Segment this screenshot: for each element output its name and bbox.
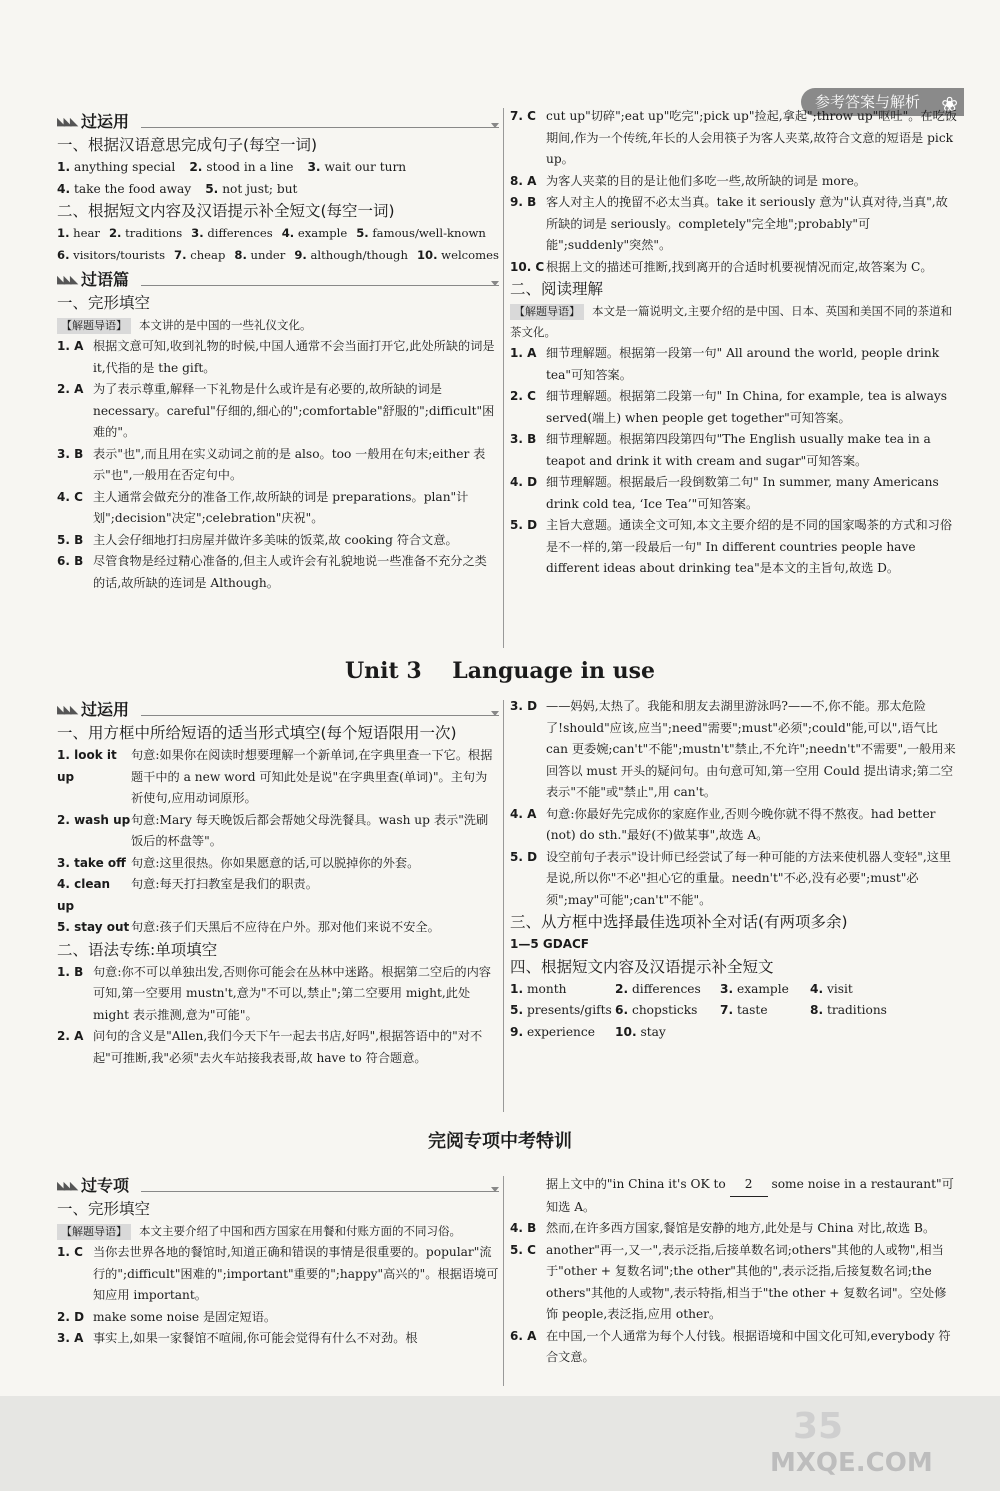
section-title: 过专项 — [81, 1176, 130, 1195]
answer-entry: 2. wash up 句意:Mary 每天晚饭后都会帮她父母洗餐具。wash up 表示"洗刷饭后的杯盘等"。 — [57, 812, 489, 848]
column-divider — [503, 108, 504, 648]
right-column-3 — [510, 1174, 957, 1369]
answer-item: 9. experience — [510, 1024, 595, 1039]
answer-entry: 1. C 当你去世界各地的餐馆时,知道正确和错误的事情是很重要的。popular"流行的";difficult"困难的";important"重要的";happy"高兴的"。根据语境可知应用 important。 — [57, 1245, 499, 1302]
guide-text: 本文是一篇说明文,主要介绍的是中国、日本、英国和美国不同的茶道和茶文化。 — [510, 304, 953, 339]
section-rule — [141, 117, 499, 128]
guide-note — [57, 1221, 499, 1242]
answer-entry: 3. D ——妈妈,太热了。我能和朋友去湖里游泳吗?——不,你不能。那太危险了!should"应该,应当";need"需要";must"必须";could"能,可以",语气比 can 更委婉;can't"不能";mustn't"禁止,不允许";needn't"不需要",一般用来回答以 must 开头的疑问句。由句意可知,第一空用 Could 提出请求;第二空表示"不能"或"禁止",用 can't。 — [510, 699, 956, 799]
answer-item: 4. example — [281, 226, 348, 240]
section-rule — [141, 1181, 499, 1192]
answer-entry: 5. D 主旨大意题。通读全文可知,本文主要介绍的是不同的国家喝茶的方式和习俗是不一样的,第一段最后一句" In different countries people have different ideas about drinking tea"是本文的主旨句,故选 D。 — [510, 518, 953, 575]
answer-item: 8. traditions — [810, 1003, 887, 1017]
guide-tag: 【解题导语】 — [510, 304, 584, 320]
answer-entry: 9. B 客人对主人的挽留不必太当真。take it seriously 意为"认真对待,当真",故所缺的词是 seriously。completely"完全地";probably"可能";suddenly"突然"。 — [510, 195, 948, 252]
answer-items — [57, 179, 499, 201]
guide-note — [57, 315, 499, 336]
footer-band — [0, 1396, 1000, 1491]
page-number: 35 — [793, 1406, 844, 1447]
right-column-1 — [510, 106, 957, 580]
answer-entry: 1. look it up 句意:如果你在阅读时想要理解一个新单词,在字典里查一下它。根据题干中的 a new word 可知此处是说"在字典里查(单词)"。主句为祈使句,应用动词原形。 — [57, 748, 493, 805]
answer-item: 5. famous/well-known — [356, 226, 486, 240]
answer-entry: 4. C 主人通常会做充分的准备工作,故所缺的词是 preparations。plan"计划";decision"决定";celebration"庆祝"。 — [57, 489, 469, 525]
answer-item: 5. presents/gifts — [510, 1003, 612, 1017]
section-title: 过运用 — [81, 112, 130, 131]
answer-entry: 8. A 为客人夹菜的目的是让他们多吃一些,故所缺的词是 more。 — [510, 173, 866, 188]
answer-items — [57, 223, 499, 245]
answer-item: 7. taste — [720, 1003, 768, 1017]
answer-item: 6. visitors/tourists — [57, 247, 166, 262]
section-heading — [57, 268, 499, 292]
answer-item: 7. cheap — [174, 247, 226, 262]
answer-item: 4. take the food away — [57, 181, 192, 196]
answer-item: 2. differences — [615, 981, 701, 996]
answer-entry: 3. A 事实上,如果一家餐馆不喧闹,你可能会觉得有什么不对劲。根 — [57, 1331, 418, 1345]
answer-entry: 6. B 尽管食物是经过精心准备的,但主人或许会有礼貌地说一些准备不充分之类的话,故所缺的连词是 Although。 — [57, 554, 487, 590]
answer-entry: 1. B 句意:你不可以单独出发,否则你可能会在丛林中迷路。根据第二空后的内容可知,第一空要用 mustn't,意为"不可以,禁止";第二空要用 might,此处 might 表示推测,意为"可能"。 — [57, 964, 491, 1022]
subheading: 二、语法专练:单项填空 — [57, 940, 218, 959]
guide-note — [510, 301, 957, 343]
section-heading — [57, 110, 499, 134]
answer-line: 1—5 GDACF — [510, 937, 589, 951]
subheading: 二、根据短文内容及汉语提示补全短文(每空一词) — [57, 202, 395, 220]
answer-item: 1. hear — [57, 226, 100, 240]
answer-item: 10. welcomes — [416, 247, 499, 262]
answer-item: 2. stood in a line — [189, 160, 294, 174]
subheading: 四、根据短文内容及汉语提示补全短文 — [510, 957, 774, 976]
section-title: 过运用 — [81, 700, 130, 719]
answer-item: 3. differences — [191, 226, 273, 240]
answer-item: 10. stay — [615, 1024, 666, 1039]
answer-item: 4. visit — [810, 981, 853, 996]
answer-grid — [510, 979, 957, 1044]
answer-entry: 3. B 细节理解题。根据第四段第四句"The English usually make tea in a teapot and drink it with cream and sugar"可知答案。 — [510, 432, 931, 468]
special-training-title: 完阅专项中考特训 — [428, 1131, 572, 1152]
column-divider — [503, 700, 504, 1112]
subheading: 二、阅读理解 — [510, 280, 604, 298]
answer-entry: 1. A 根据文意可知,收到礼物的时候,中国人通常不会当面打开它,此处所缺的词是 it,代指的是 the gift。 — [57, 339, 495, 375]
answer-items — [57, 245, 499, 267]
answer-item: 3. wait our turn — [307, 160, 407, 174]
section-rule — [141, 275, 499, 286]
header-decoration-icon: ❀ — [941, 92, 958, 116]
answer-entry: 5. stay out 句意:孩子们天黑后不应待在户外。那对他们来说不安全。 — [57, 920, 440, 934]
guide-tag: 【解题导语】 — [57, 1224, 131, 1240]
section-title: 过语篇 — [81, 270, 130, 289]
guide-text: 本文讲的是中国的一些礼仪文化。 — [139, 318, 312, 332]
left-column-1 — [57, 108, 499, 594]
answer-entry: 7. C cut up"切碎";eat up"吃完";pick up"捡起,拿起";throw up"呕吐"。在吃饭期间,作为一个传统,年长的人会用筷子为客人夹菜,故符合文意的短语是 pick up。 — [510, 109, 957, 166]
answer-item: 2. traditions — [108, 226, 183, 240]
answer-item: 1. month — [510, 981, 567, 996]
answer-entry: 5. C another"再一,又一",表示泛指,后接单数名词;others"其他的人或物",相当于"other + 复数名词";the other"其他的",表示泛指,后接复数名词;the others"其他的人或物",表示特指,相当于"the other + 复数名词"。空处修饰 people,表泛指,应用 other。 — [510, 1242, 947, 1321]
subheading: 三、从方框中选择最佳选项补全对话(有两项多余) — [510, 913, 848, 931]
answer-entry: 2. A 为了表示尊重,解释一下礼物是什么或许是有必要的,故所缺的词是 necessary。careful"仔细的,细心的";comfortable"舒服的";difficult"困难的"。 — [57, 382, 495, 439]
answer-item: 1. anything special — [57, 160, 176, 174]
column-divider — [503, 1176, 504, 1386]
answer-entry: 5. D 设空前句子表示"设计师已经尝试了每一种可能的方法来使机器人变轻",这里是说,所以你"不必"担心它的重量。needn't"不必,没有必要";must"必须";may"可能";can't"不能"。 — [510, 849, 952, 907]
answer-item: 5. not just; but — [205, 181, 298, 196]
left-column-3 — [57, 1172, 499, 1350]
section-heading — [57, 1174, 499, 1198]
right-column-2 — [510, 696, 957, 1043]
answer-item: 8. under — [234, 247, 286, 262]
section-mark-icon: ◣◣◣ — [57, 1179, 77, 1192]
answer-entry: 3. take off 句意:这里很热。你如果愿意的话,可以脱掉你的外套。 — [57, 855, 420, 870]
answer-entry: 5. B 主人会仔细地打扫房屋并做许多美味的饭菜,故 cooking 符合文意。 — [57, 532, 458, 547]
subheading: 一、用方框中所给短语的适当形式填空(每个短语限用一次) — [57, 724, 457, 742]
answer-item: 3. example — [720, 981, 789, 996]
answer-entry: 4. B 然而,在许多西方国家,餐馆是安静的地方,此处是与 China 对比,故选 B。 — [510, 1221, 936, 1235]
section-rule — [141, 705, 499, 716]
section-mark-icon: ◣◣◣ — [57, 273, 77, 286]
subheading: 一、完形填空 — [57, 1200, 151, 1218]
watermark-text: MXQE.COM — [770, 1448, 933, 1478]
answer-entry: 6. A 在中国,一个人通常为每个人付钱。根据语境和中国文化可知,everybody 符合文意。 — [510, 1328, 951, 1364]
answer-entry: 4. clean up 句意:每天打扫教室是我们的职责。 — [57, 877, 318, 913]
subheading: 一、完形填空 — [57, 294, 151, 312]
answer-entry: 2. C 细节理解题。根据第二段第一句" In China, for example, tea is always served(端上) when people get together"可知答案。 — [510, 389, 947, 425]
answer-entry: 2. A 问句的含义是"Allen,我们今天下午一起去书店,好吗",根据答语中的"对不起"可推断,我"必须"去火车站接我表哥,故 have to 符合题意。 — [57, 1029, 483, 1065]
guide-tag: 【解题导语】 — [57, 318, 131, 334]
answer-entry: 3. B 表示"也",而且用在实义动词之前的是 also。too 一般用在句末;either 表示"也",一般用在否定句中。 — [57, 446, 486, 482]
header-label: 参考答案与解析 — [814, 93, 920, 111]
answer-items — [57, 157, 499, 179]
answer-entry: 4. A 句意:你最好先完成你的家庭作业,否则今晚你就不得不熬夜。had better (not) do sth."最好(不)做某事",故选 A。 — [510, 806, 936, 842]
section-heading — [57, 698, 499, 722]
section-mark-icon: ◣◣◣ — [57, 703, 77, 716]
answer-entry: 4. D 细节理解题。根据最后一段倒数第二句" In summer, many Americans drink cold tea, ‘Ice Tea’"可知答案。 — [510, 475, 939, 511]
left-column-2 — [57, 696, 499, 1069]
section-mark-icon: ◣◣◣ — [57, 115, 77, 128]
unit-title: Unit 3 Language in use — [344, 658, 656, 684]
guide-text: 本文主要介绍了中国和西方国家在用餐和付账方面的不同习俗。 — [139, 1224, 461, 1238]
answer-entry: 10. C 根据上文的描述可推断,找到离开的合适时机要视情况而定,故答案为 C。 — [510, 259, 933, 274]
answer-entry: 2. D make some noise 是固定短语。 — [57, 1309, 277, 1324]
blank-number: 2 — [730, 1174, 768, 1197]
answer-item: 6. chopsticks — [615, 1003, 698, 1017]
continued-text: 据上文中的"in China it's OK to 2 some noise in a restaurant"可知选 A。 — [510, 1174, 957, 1218]
subheading: 一、根据汉语意思完成句子(每空一词) — [57, 136, 318, 154]
answer-entry: 1. A 细节理解题。根据第一段第一句" All around the world, people drink tea"可知答案。 — [510, 346, 940, 382]
answer-item: 9. although/though — [294, 247, 408, 262]
